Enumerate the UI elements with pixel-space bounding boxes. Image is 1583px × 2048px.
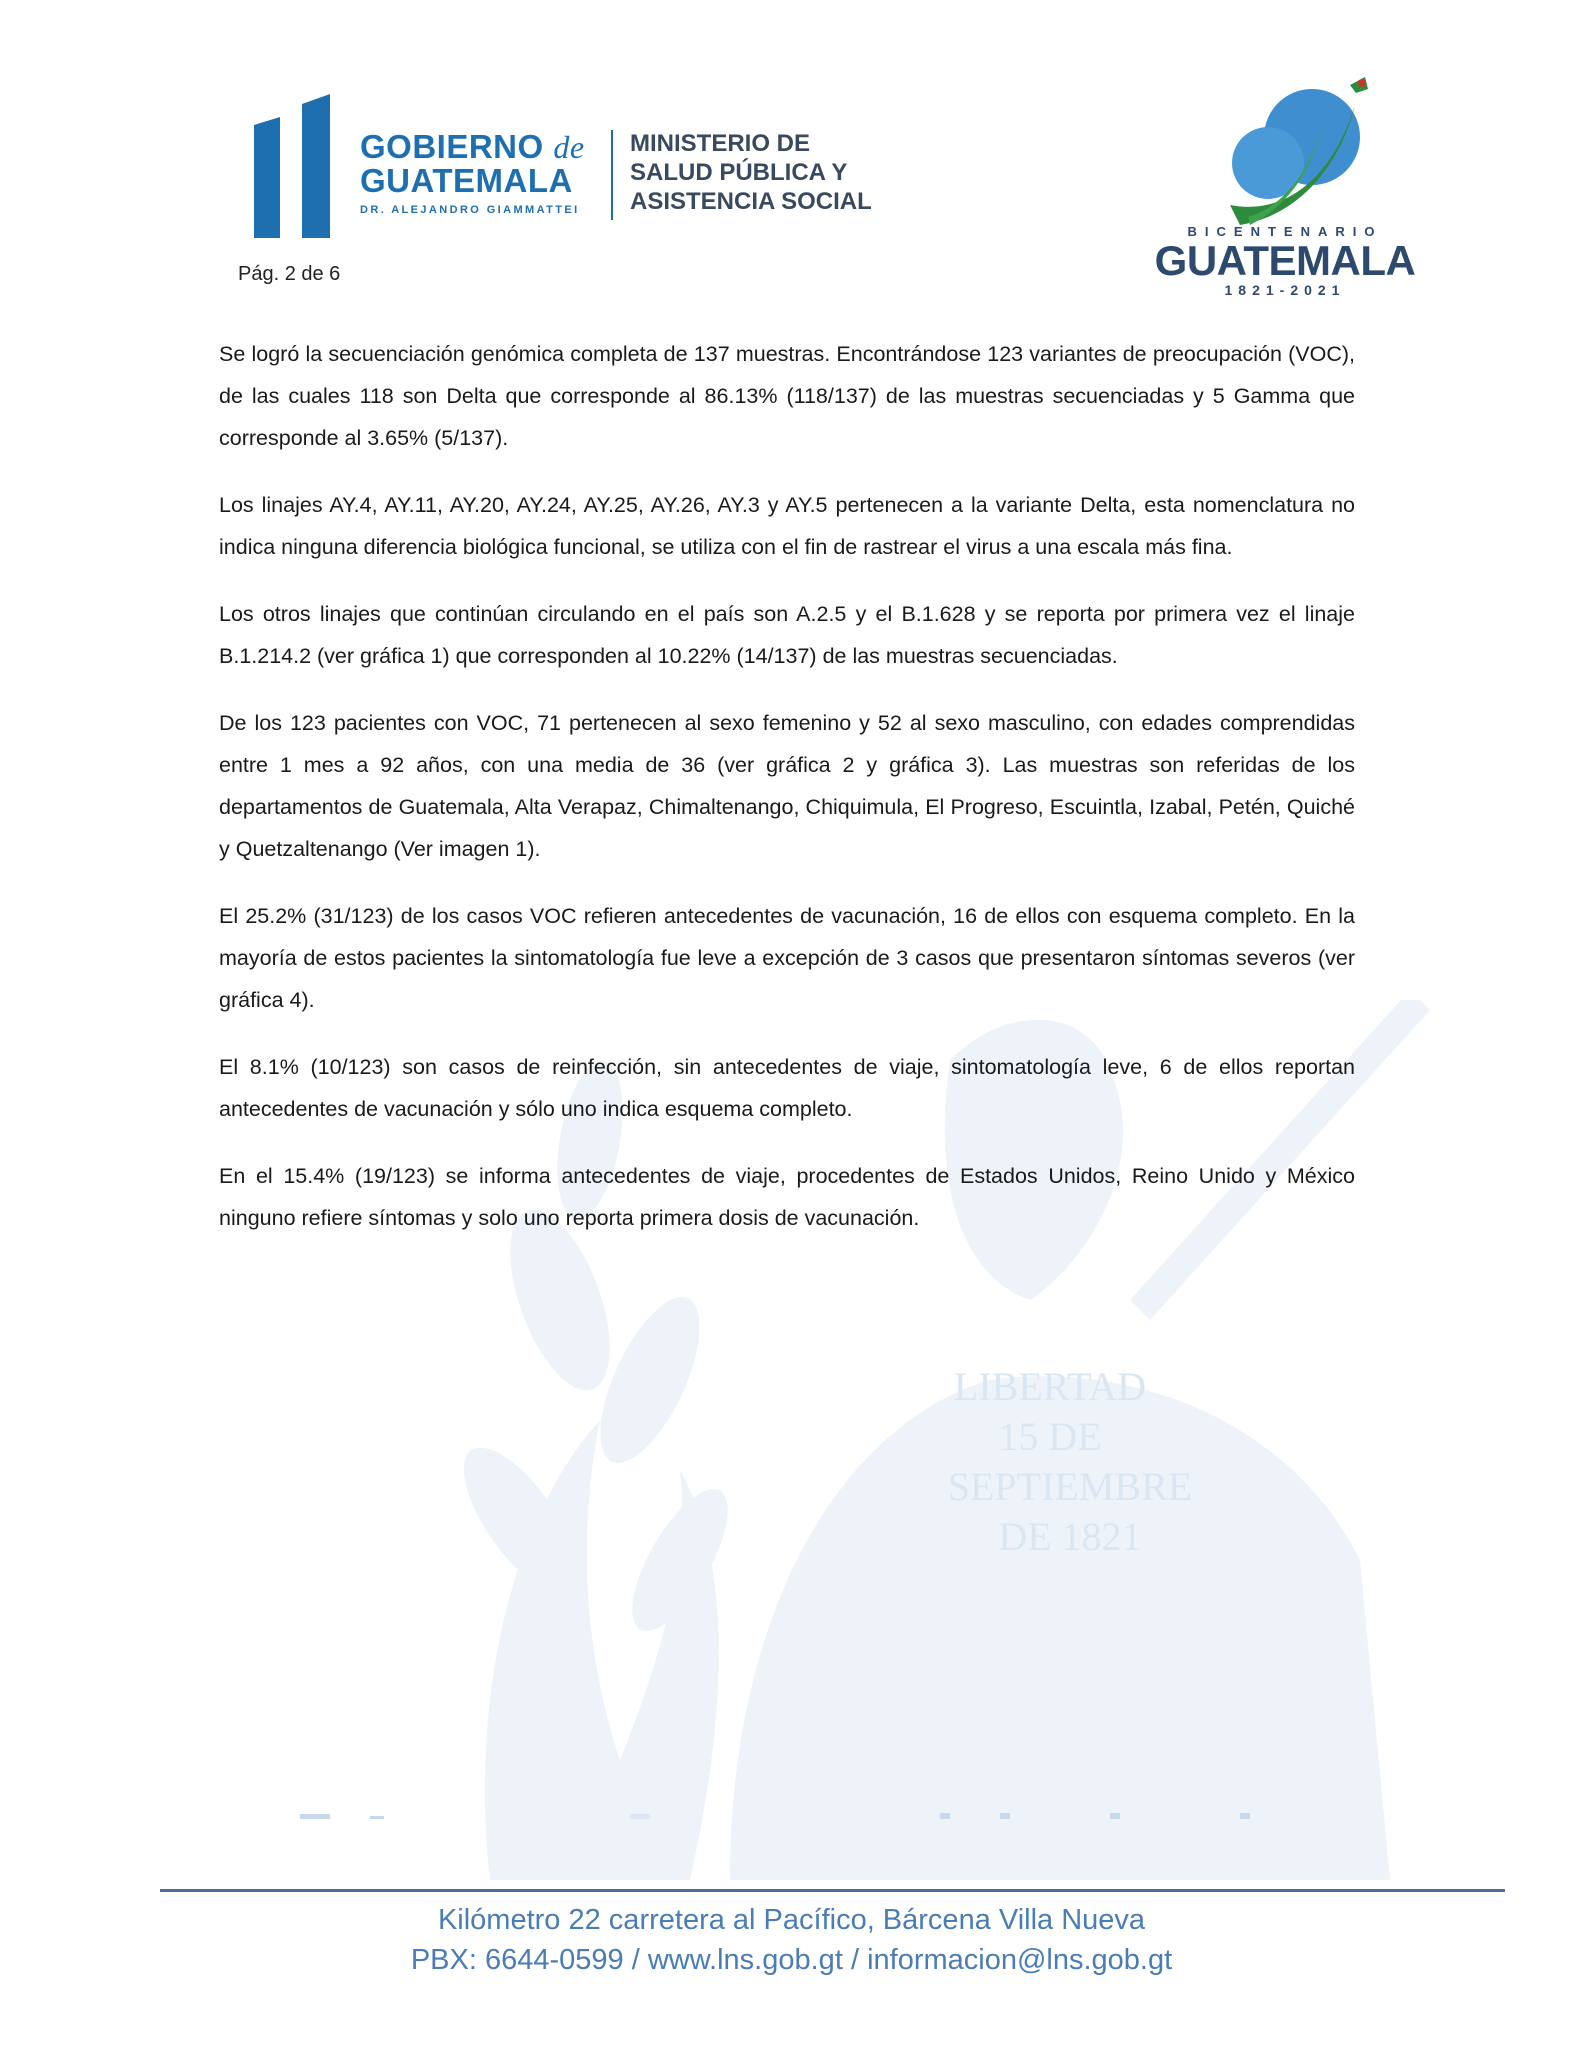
ministerio-name: MINISTERIO DE SALUD PÚBLICA Y ASISTENCIA SOCIAL <box>630 130 872 215</box>
svg-text:SEPTIEMBRE: SEPTIEMBRE <box>947 1464 1193 1509</box>
footer-address: Kilómetro 22 carretera al Pacífico, Bárcena Villa Nueva <box>437 1904 1146 1936</box>
paragraph-travel: En el 15.4% (19/123) se informa antecedentes de viaje, procedentes de Estados Unidos, Reino Unido y México ninguno refiere síntomas y solo uno reporta primera dosis de vacunación. <box>219 1164 1355 1230</box>
gobierno-wordmark: GOBIERNO de GUATEMALA DR. ALEJANDRO GIAMMATTEI <box>360 128 585 216</box>
president-name: DR. ALEJANDRO GIAMMATTEI <box>360 204 580 216</box>
svg-text:15 DE: 15 DE <box>998 1414 1102 1459</box>
footer-website-link[interactable]: www.lns.gob.gt <box>647 1944 843 1976</box>
page-header <box>0 0 1583 310</box>
gobierno-bars-logo <box>250 90 340 240</box>
footer-contact <box>0 1940 1583 1980</box>
paragraph-vaccination: El 25.2% (31/123) de los casos VOC refieren antecedentes de vacunación, 16 de ellos con esquema completo. En la mayoría de estos pacientes la sintomatología fue leve a excepción de 3 casos que presentaron síntomas severos (ver gráfica 4). <box>219 904 1355 1012</box>
footer-email-link[interactable]: informacion@lns.gob.gt <box>867 1944 1173 1976</box>
paragraph-delta-lineages: Los linajes AY.4, AY.11, AY.20, AY.24, AY.25, AY.26, AY.3 y AY.5 pertenecen a la variante Delta, esta nomenclatura no indica ninguna diferencia biológica funcional, se utiliza con el fin de rastrear el virus a una escala más fina. <box>219 493 1355 559</box>
svg-text:DE 1821: DE 1821 <box>998 1514 1142 1559</box>
bicentenario-label: BICENTENARIO <box>1187 224 1383 239</box>
document-body <box>219 333 1355 1264</box>
paragraph-other-lineages: Los otros linajes que continúan circulando en el país son A.2.5 y el B.1.628 y se reporta por primera vez el linaje B.1.214.2 (ver gráfica 1) que corresponden al 10.22% (14/137) de las muestras secuenciadas. <box>219 602 1355 668</box>
paragraph-reinfection: El 8.1% (10/123) son casos de reinfección, sin antecedentes de viaje, sintomatología leve, 6 de ellos reportan antecedentes de vacunación y sólo uno indica esquema completo. <box>219 1055 1355 1121</box>
paragraph-demographics: De los 123 pacientes con VOC, 71 pertenecen al sexo femenino y 52 al sexo masculino, con edades comprendidas entre 1 mes a 92 años, con una media de 36 (ver gráfica 2 y gráfica 3). Las muestras son referidas de los departamentos de Guatemala, Alta Verapaz, Chimaltenango, Chiquimula, El Progreso, Escuintla, Izabal, Petén, Quiché y Quetzaltenango (Ver imagen 1). <box>219 711 1355 861</box>
footer-separator: / <box>850 1944 859 1976</box>
decorative-stripe <box>300 1812 1280 1820</box>
page-footer <box>0 1900 1583 1980</box>
footer-pbx: PBX: 6644-0599 / <box>410 1944 640 1976</box>
page-number: Pág. 2 de 6 <box>238 263 341 285</box>
logo-divider <box>611 130 613 220</box>
footer-divider <box>160 1889 1505 1892</box>
bicentenario-years: 1821-2021 <box>1224 282 1346 298</box>
paragraph-sequencing: Se logró la secuenciación genómica completa de 137 muestras. Encontrándose 123 variantes de preocupación (VOC), de las cuales 118 son Delta que corresponde al 86.13% (118/137) de las muestras secuenciadas y 5 Gamma que corresponde al 3.65% (5/137). <box>219 342 1355 450</box>
svg-text:LIBERTAD: LIBERTAD <box>953 1364 1147 1409</box>
bicentenario-name: GUATEMALA <box>1154 237 1416 284</box>
